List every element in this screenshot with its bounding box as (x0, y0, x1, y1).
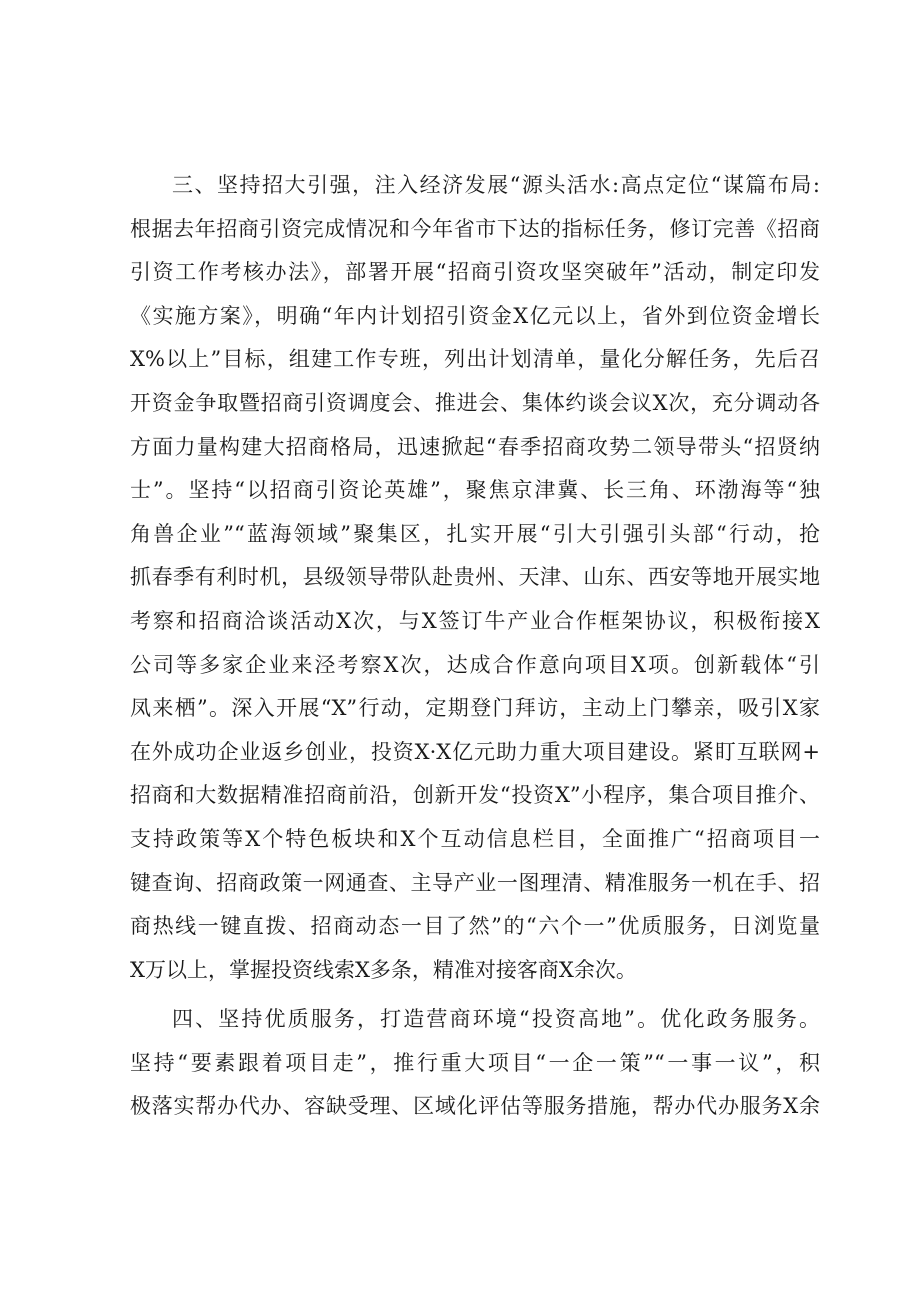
paragraph-line: X%以上”目标，组建工作专班，列出计划清单，量化分解任务，先后召 (130, 347, 820, 372)
paragraph-four (130, 998, 820, 1129)
paragraph-line: 开资金争取暨招商引资调度会、推进会、集体约谈会议X次，充分调动各 (130, 390, 820, 415)
paragraph-line: 角兽企业”“蓝海领域”聚集区，扎实开展“引大引强引头部“行动，抢 (130, 521, 820, 546)
paragraph-line: 根据去年招商引资完成情况和今年省市下达的指标任务，修订完善《招商 (130, 216, 820, 241)
paragraph-line: 键查询、招商政策一网通查、主导产业一图理清、精准服务一机在手、招 (130, 870, 820, 895)
paragraph-line: 抓春季有利时机，县级领导带队赴贵州、天津、山东、西安等地开展实地 (130, 565, 820, 590)
paragraph-line: 引资工作考核办法》，部署开展“招商引资攻坚突破年”活动，制定印发 (130, 260, 820, 285)
paragraph-line: 招商和大数据精准招商前沿，创新开发“投资X”小程序，集合项目推介、 (130, 783, 820, 808)
paragraph-line: 考察和招商洽谈活动X次，与X签订牛产业合作框架协议，积极衔接X (130, 608, 820, 633)
paragraph-line: 支持政策等X个特色板块和X个互动信息栏目，全面推广“招商项目一 (130, 826, 820, 851)
paragraph-line: 四、坚持优质服务，打造营商环境“投资高地”。优化政务服务。 (172, 1007, 820, 1032)
paragraph-three (130, 164, 820, 992)
paragraph-line: 坚持“要素跟着项目走”，推行重大项目“一企一策”“一事一议”，积 (130, 1050, 820, 1075)
paragraph-line: 极落实帮办代办、容缺受理、区域化评估等服务措施，帮办代办服务X余 (130, 1094, 820, 1119)
paragraph-line: 士”。坚持“以招商引资论英雄”，聚焦京津冀、长三角、环渤海等“独 (130, 478, 820, 503)
paragraph-line: 《实施方案》，明确“年内计划招引资金X亿元以上，省外到位资金增长 (130, 303, 820, 328)
paragraph-line: 公司等多家企业来泾考察X次，达成合作意向项目X项。创新载体“引 (130, 652, 820, 677)
paragraph-line: 凤来栖”。深入开展“X”行动，定期登门拜访，主动上门攀亲，吸引X家 (130, 696, 820, 721)
paragraph-line: 商热线一键直拨、招商动态一目了然”的“六个一”优质服务，日浏览量 (130, 914, 820, 939)
paragraph-line: 三、坚持招大引强，注入经济发展“源头活水:高点定位“谋篇布局: (172, 173, 820, 197)
paragraph-line: 在外成功企业返乡创业，投资X·X亿元助力重大项目建设。紧盯互联网+ (130, 739, 820, 764)
paragraph-line: X万以上，掌握投资线索X多条，精准对接客商X余次。 (130, 957, 637, 982)
paragraph-line: 方面力量构建大招商格局，迅速掀起“春季招商攻势二领导带头“招贤纳 (130, 434, 820, 459)
document-body (130, 164, 820, 1129)
